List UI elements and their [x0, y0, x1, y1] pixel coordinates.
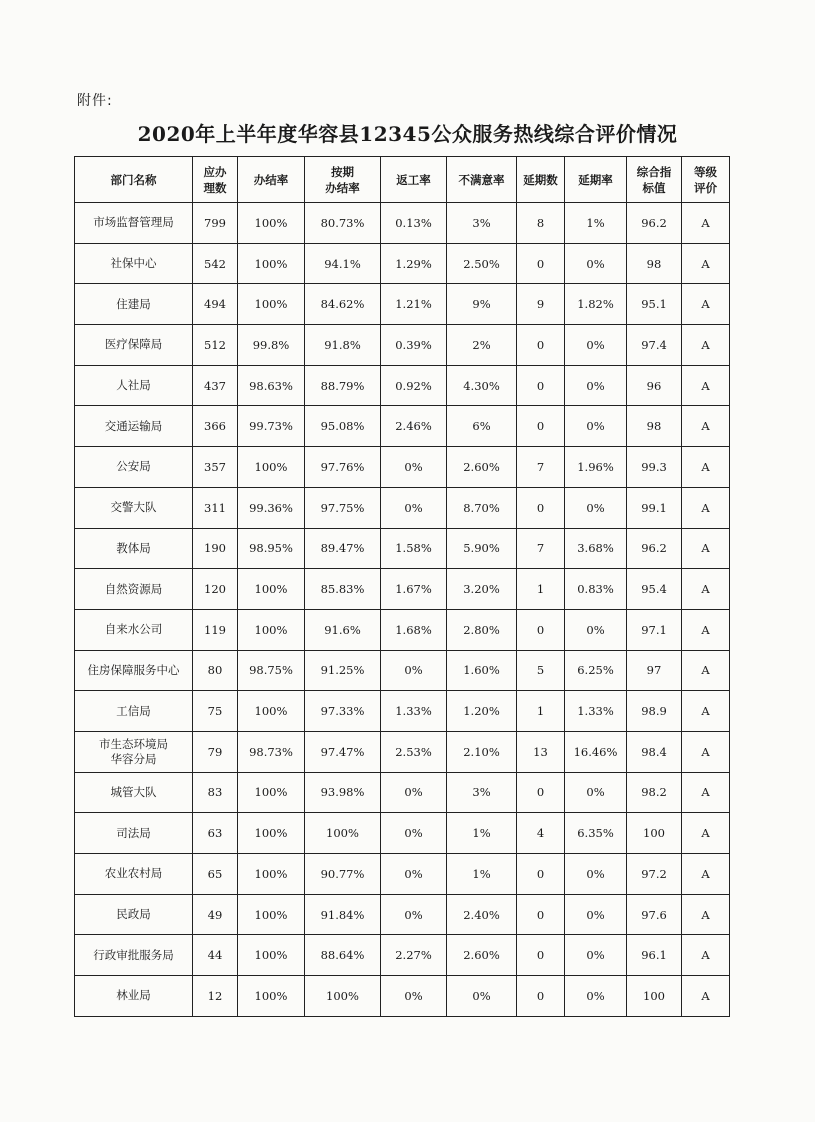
dept-name-line: 行政审批服务局: [93, 947, 174, 962]
dept-name-line: 教体局: [116, 540, 151, 555]
grade-cell: A: [682, 609, 730, 650]
delay-count-cell: 9: [517, 284, 565, 325]
completion-rate-cell: 100%: [238, 854, 305, 895]
delay-rate-cell: 0%: [565, 243, 627, 284]
composite-index-cell: 96: [627, 365, 682, 406]
delay-count-cell: 0: [517, 976, 565, 1017]
dept-name-cell: [75, 609, 193, 650]
delay-rate-cell: 0%: [565, 487, 627, 528]
composite-index-cell: 99.1: [627, 487, 682, 528]
table-body: [75, 203, 730, 1017]
composite-index-cell: 98: [627, 406, 682, 447]
table-row: [75, 406, 730, 447]
dept-name-line: 市生态环境局: [99, 736, 168, 751]
dept-name-cell: [75, 406, 193, 447]
table-row: [75, 447, 730, 488]
dept-name-line: 医疗保障局: [104, 337, 163, 352]
delay-count-cell: 8: [517, 203, 565, 244]
evaluation-table: [74, 156, 730, 1017]
delay-count-cell: 0: [517, 365, 565, 406]
assigned-count-cell: 494: [193, 284, 238, 325]
delay-count-cell: 0: [517, 772, 565, 813]
delay-rate-cell: 1.82%: [565, 284, 627, 325]
delay-count-cell: 0: [517, 243, 565, 284]
header-text-line: 等级: [694, 164, 717, 179]
dissatisfaction-rate-cell: 9%: [447, 284, 517, 325]
assigned-count-cell: 119: [193, 609, 238, 650]
completion-rate-cell: 98.75%: [238, 650, 305, 691]
composite-index-cell: 98.2: [627, 772, 682, 813]
dept-name-line: 自来水公司: [104, 622, 163, 637]
delay-rate-cell: 6.35%: [565, 813, 627, 854]
table-row: [75, 691, 730, 732]
table-row: [75, 854, 730, 895]
grade-cell: A: [682, 406, 730, 447]
dissatisfaction-rate-cell: 2.10%: [447, 731, 517, 772]
rework-rate-cell: 2.27%: [381, 935, 447, 976]
header-text-line: 应办: [203, 164, 227, 179]
assigned-count-cell: 120: [193, 569, 238, 610]
grade-cell: A: [682, 731, 730, 772]
assigned-count-cell: 80: [193, 650, 238, 691]
composite-index-cell: 97.4: [627, 325, 682, 366]
rework-rate-cell: 1.21%: [381, 284, 447, 325]
header-text-line: 不满意率: [458, 172, 505, 187]
dept-name-line: 交警大队: [110, 500, 157, 515]
rework-rate-cell: 0.39%: [381, 325, 447, 366]
dept-name-line: 民政局: [116, 907, 151, 922]
dissatisfaction-rate-cell: 8.70%: [447, 487, 517, 528]
dissatisfaction-rate-cell: 4.30%: [447, 365, 517, 406]
dept-name-line: 农业农村局: [104, 866, 163, 881]
delay-rate-cell: 0%: [565, 772, 627, 813]
rework-rate-cell: 0%: [381, 487, 447, 528]
rework-rate-cell: 1.68%: [381, 609, 447, 650]
composite-index-cell: 100: [627, 813, 682, 854]
delay-rate-cell: 0%: [565, 935, 627, 976]
dept-name-cell: [75, 772, 193, 813]
delay-count-cell: 0: [517, 406, 565, 447]
delay-rate-cell: 0%: [565, 854, 627, 895]
ontime-completion-rate-cell: 88.79%: [305, 365, 381, 406]
header-completion-rate: [238, 157, 305, 203]
dept-name-cell: [75, 284, 193, 325]
dept-name-cell: [75, 365, 193, 406]
dept-name-cell: [75, 243, 193, 284]
header-row: [75, 157, 730, 203]
completion-rate-cell: 99.73%: [238, 406, 305, 447]
dept-name-line: 住房保障服务中心: [87, 662, 180, 677]
assigned-count-cell: 49: [193, 894, 238, 935]
completion-rate-cell: 99.36%: [238, 487, 305, 528]
delay-count-cell: 5: [517, 650, 565, 691]
rework-rate-cell: 0%: [381, 813, 447, 854]
header-text-line: 标值: [642, 180, 666, 195]
ontime-completion-rate-cell: 100%: [305, 813, 381, 854]
delay-rate-cell: 0%: [565, 406, 627, 447]
composite-index-cell: 95.1: [627, 284, 682, 325]
composite-index-cell: 96.2: [627, 203, 682, 244]
assigned-count-cell: 65: [193, 854, 238, 895]
delay-rate-cell: 0%: [565, 325, 627, 366]
assigned-count-cell: 75: [193, 691, 238, 732]
grade-cell: A: [682, 447, 730, 488]
header-text-line: 办结率: [253, 172, 289, 187]
header-text-line: 部门名称: [110, 172, 157, 187]
completion-rate-cell: 100%: [238, 813, 305, 854]
dissatisfaction-rate-cell: 6%: [447, 406, 517, 447]
header-text-line: 延期率: [578, 172, 613, 187]
dept-name-line: 工信局: [116, 703, 151, 718]
ontime-completion-rate-cell: 97.47%: [305, 731, 381, 772]
table-row: [75, 325, 730, 366]
ontime-completion-rate-cell: 89.47%: [305, 528, 381, 569]
delay-count-cell: 7: [517, 528, 565, 569]
table-row: [75, 528, 730, 569]
dept-name-cell: [75, 528, 193, 569]
completion-rate-cell: 100%: [238, 609, 305, 650]
dissatisfaction-rate-cell: 0%: [447, 976, 517, 1017]
dept-name-cell: [75, 569, 193, 610]
assigned-count-cell: 190: [193, 528, 238, 569]
header-delay-rate: [565, 157, 627, 203]
dept-name-line: 市场监督管理局: [93, 215, 174, 230]
dissatisfaction-rate-cell: 2.50%: [447, 243, 517, 284]
delay-count-cell: 4: [517, 813, 565, 854]
delay-count-cell: 0: [517, 609, 565, 650]
dissatisfaction-rate-cell: 2.60%: [447, 935, 517, 976]
ontime-completion-rate-cell: 91.84%: [305, 894, 381, 935]
table-row: [75, 609, 730, 650]
composite-index-cell: 100: [627, 976, 682, 1017]
rework-rate-cell: 0%: [381, 976, 447, 1017]
dept-name-cell: [75, 813, 193, 854]
delay-count-cell: 7: [517, 447, 565, 488]
table-row: [75, 650, 730, 691]
table-row: [75, 569, 730, 610]
ontime-completion-rate-cell: 91.8%: [305, 325, 381, 366]
grade-cell: A: [682, 487, 730, 528]
dissatisfaction-rate-cell: 1%: [447, 813, 517, 854]
dissatisfaction-rate-cell: 3.20%: [447, 569, 517, 610]
rework-rate-cell: 0%: [381, 854, 447, 895]
dept-name-line: 人社局: [116, 378, 151, 393]
completion-rate-cell: 98.73%: [238, 731, 305, 772]
delay-rate-cell: 0%: [565, 976, 627, 1017]
grade-cell: A: [682, 650, 730, 691]
delay-count-cell: 13: [517, 731, 565, 772]
dept-name-line: 华容分局: [110, 751, 157, 766]
composite-index-cell: 96.2: [627, 528, 682, 569]
ontime-completion-rate-cell: 80.73%: [305, 203, 381, 244]
delay-count-cell: 1: [517, 691, 565, 732]
dept-name-cell: [75, 487, 193, 528]
ontime-completion-rate-cell: 85.83%: [305, 569, 381, 610]
attachment-label: 附件:: [77, 93, 113, 109]
header-text-line: 评价: [694, 180, 717, 195]
ontime-completion-rate-cell: 91.25%: [305, 650, 381, 691]
delay-count-cell: 0: [517, 325, 565, 366]
ontime-completion-rate-cell: 100%: [305, 976, 381, 1017]
dissatisfaction-rate-cell: 1.60%: [447, 650, 517, 691]
completion-rate-cell: 100%: [238, 772, 305, 813]
composite-index-cell: 99.3: [627, 447, 682, 488]
grade-cell: A: [682, 813, 730, 854]
delay-rate-cell: 1.33%: [565, 691, 627, 732]
table-row: [75, 203, 730, 244]
grade-cell: A: [682, 284, 730, 325]
delay-count-cell: 0: [517, 894, 565, 935]
rework-rate-cell: 0%: [381, 894, 447, 935]
grade-cell: A: [682, 325, 730, 366]
header-text-line: 理数: [203, 180, 227, 195]
table-row: [75, 935, 730, 976]
completion-rate-cell: 100%: [238, 243, 305, 284]
ontime-completion-rate-cell: 88.64%: [305, 935, 381, 976]
header-composite-index: [627, 157, 682, 203]
delay-count-cell: 0: [517, 487, 565, 528]
header-text-line: 综合指: [636, 164, 672, 179]
grade-cell: A: [682, 243, 730, 284]
composite-index-cell: 98.4: [627, 731, 682, 772]
grade-cell: A: [682, 528, 730, 569]
delay-rate-cell: 1%: [565, 203, 627, 244]
header-text-line: 延期数: [523, 172, 558, 187]
document-title: 2020年上半年度华容县12345公众服务热线综合评价情况: [137, 122, 678, 146]
grade-cell: A: [682, 854, 730, 895]
table-row: [75, 976, 730, 1017]
dept-name-cell: [75, 203, 193, 244]
table-row: [75, 487, 730, 528]
dissatisfaction-rate-cell: 1%: [447, 854, 517, 895]
completion-rate-cell: 100%: [238, 203, 305, 244]
rework-rate-cell: 1.58%: [381, 528, 447, 569]
delay-rate-cell: 6.25%: [565, 650, 627, 691]
grade-cell: A: [682, 976, 730, 1017]
dept-name-line: 林业局: [116, 988, 151, 1003]
assigned-count-cell: 63: [193, 813, 238, 854]
completion-rate-cell: 100%: [238, 935, 305, 976]
assigned-count-cell: 79: [193, 731, 238, 772]
ontime-completion-rate-cell: 97.75%: [305, 487, 381, 528]
completion-rate-cell: 100%: [238, 447, 305, 488]
delay-count-cell: 0: [517, 935, 565, 976]
dissatisfaction-rate-cell: 2.80%: [447, 609, 517, 650]
composite-index-cell: 96.1: [627, 935, 682, 976]
completion-rate-cell: 100%: [238, 894, 305, 935]
dept-name-cell: [75, 935, 193, 976]
delay-rate-cell: 0%: [565, 894, 627, 935]
rework-rate-cell: 1.67%: [381, 569, 447, 610]
ontime-completion-rate-cell: 97.76%: [305, 447, 381, 488]
rework-rate-cell: 2.53%: [381, 731, 447, 772]
composite-index-cell: 97: [627, 650, 682, 691]
dissatisfaction-rate-cell: 3%: [447, 772, 517, 813]
assigned-count-cell: 366: [193, 406, 238, 447]
composite-index-cell: 97.2: [627, 854, 682, 895]
completion-rate-cell: 100%: [238, 284, 305, 325]
completion-rate-cell: 100%: [238, 569, 305, 610]
delay-rate-cell: 1.96%: [565, 447, 627, 488]
ontime-completion-rate-cell: 93.98%: [305, 772, 381, 813]
composite-index-cell: 97.6: [627, 894, 682, 935]
composite-index-cell: 98: [627, 243, 682, 284]
grade-cell: A: [682, 203, 730, 244]
completion-rate-cell: 100%: [238, 691, 305, 732]
grade-cell: A: [682, 569, 730, 610]
delay-count-cell: 0: [517, 854, 565, 895]
dept-name-cell: [75, 854, 193, 895]
assigned-count-cell: 83: [193, 772, 238, 813]
completion-rate-cell: 98.95%: [238, 528, 305, 569]
dissatisfaction-rate-cell: 3%: [447, 203, 517, 244]
dept-name-cell: [75, 976, 193, 1017]
rework-rate-cell: 0%: [381, 650, 447, 691]
table-header: [75, 157, 730, 203]
assigned-count-cell: 12: [193, 976, 238, 1017]
dept-name-line: 住建局: [116, 296, 151, 311]
dept-name-cell: [75, 447, 193, 488]
rework-rate-cell: 1.29%: [381, 243, 447, 284]
table-row: [75, 284, 730, 325]
grade-cell: A: [682, 772, 730, 813]
ontime-completion-rate-cell: 91.6%: [305, 609, 381, 650]
rework-rate-cell: 0%: [381, 447, 447, 488]
grade-cell: A: [682, 691, 730, 732]
table-row: [75, 243, 730, 284]
completion-rate-cell: 100%: [238, 976, 305, 1017]
header-ontime-completion-rate: [305, 157, 381, 203]
header-assigned-count: [193, 157, 238, 203]
header-delay-count: [517, 157, 565, 203]
dept-name-line: 公安局: [116, 459, 151, 474]
delay-count-cell: 1: [517, 569, 565, 610]
dissatisfaction-rate-cell: 2.60%: [447, 447, 517, 488]
dept-name-cell: [75, 325, 193, 366]
rework-rate-cell: 0.13%: [381, 203, 447, 244]
ontime-completion-rate-cell: 84.62%: [305, 284, 381, 325]
assigned-count-cell: 542: [193, 243, 238, 284]
assigned-count-cell: 44: [193, 935, 238, 976]
delay-rate-cell: 16.46%: [565, 731, 627, 772]
dept-name-cell: [75, 731, 193, 772]
table-row: [75, 894, 730, 935]
table-row: [75, 813, 730, 854]
dept-name-line: 城管大队: [110, 784, 157, 799]
header-dept-name: [75, 157, 193, 203]
table-row: [75, 365, 730, 406]
dept-name-line: 自然资源局: [104, 581, 163, 596]
header-grade: [682, 157, 730, 203]
composite-index-cell: 95.4: [627, 569, 682, 610]
table-row: [75, 772, 730, 813]
dissatisfaction-rate-cell: 2%: [447, 325, 517, 366]
dept-name-line: 社保中心: [110, 256, 157, 271]
dept-name-cell: [75, 650, 193, 691]
dissatisfaction-rate-cell: 1.20%: [447, 691, 517, 732]
header-dissatisfaction-rate: [447, 157, 517, 203]
header-text-line: 按期: [331, 164, 354, 179]
delay-rate-cell: 0.83%: [565, 569, 627, 610]
rework-rate-cell: 0%: [381, 772, 447, 813]
delay-rate-cell: 0%: [565, 365, 627, 406]
ontime-completion-rate-cell: 90.77%: [305, 854, 381, 895]
rework-rate-cell: 1.33%: [381, 691, 447, 732]
completion-rate-cell: 98.63%: [238, 365, 305, 406]
assigned-count-cell: 512: [193, 325, 238, 366]
table-row: [75, 731, 730, 772]
assigned-count-cell: 311: [193, 487, 238, 528]
header-text-line: 返工率: [396, 172, 431, 187]
grade-cell: A: [682, 935, 730, 976]
dept-name-cell: [75, 691, 193, 732]
composite-index-cell: 98.9: [627, 691, 682, 732]
assigned-count-cell: 357: [193, 447, 238, 488]
ontime-completion-rate-cell: 97.33%: [305, 691, 381, 732]
completion-rate-cell: 99.8%: [238, 325, 305, 366]
assigned-count-cell: 799: [193, 203, 238, 244]
delay-rate-cell: 0%: [565, 609, 627, 650]
composite-index-cell: 97.1: [627, 609, 682, 650]
dept-name-line: 司法局: [116, 825, 151, 840]
header-text-line: 办结率: [325, 180, 360, 195]
ontime-completion-rate-cell: 94.1%: [305, 243, 381, 284]
dissatisfaction-rate-cell: 2.40%: [447, 894, 517, 935]
dept-name-cell: [75, 894, 193, 935]
ontime-completion-rate-cell: 95.08%: [305, 406, 381, 447]
rework-rate-cell: 2.46%: [381, 406, 447, 447]
header-rework-rate: [381, 157, 447, 203]
assigned-count-cell: 437: [193, 365, 238, 406]
dissatisfaction-rate-cell: 5.90%: [447, 528, 517, 569]
grade-cell: A: [682, 894, 730, 935]
rework-rate-cell: 0.92%: [381, 365, 447, 406]
delay-rate-cell: 3.68%: [565, 528, 627, 569]
grade-cell: A: [682, 365, 730, 406]
dept-name-line: 交通运输局: [104, 418, 163, 433]
